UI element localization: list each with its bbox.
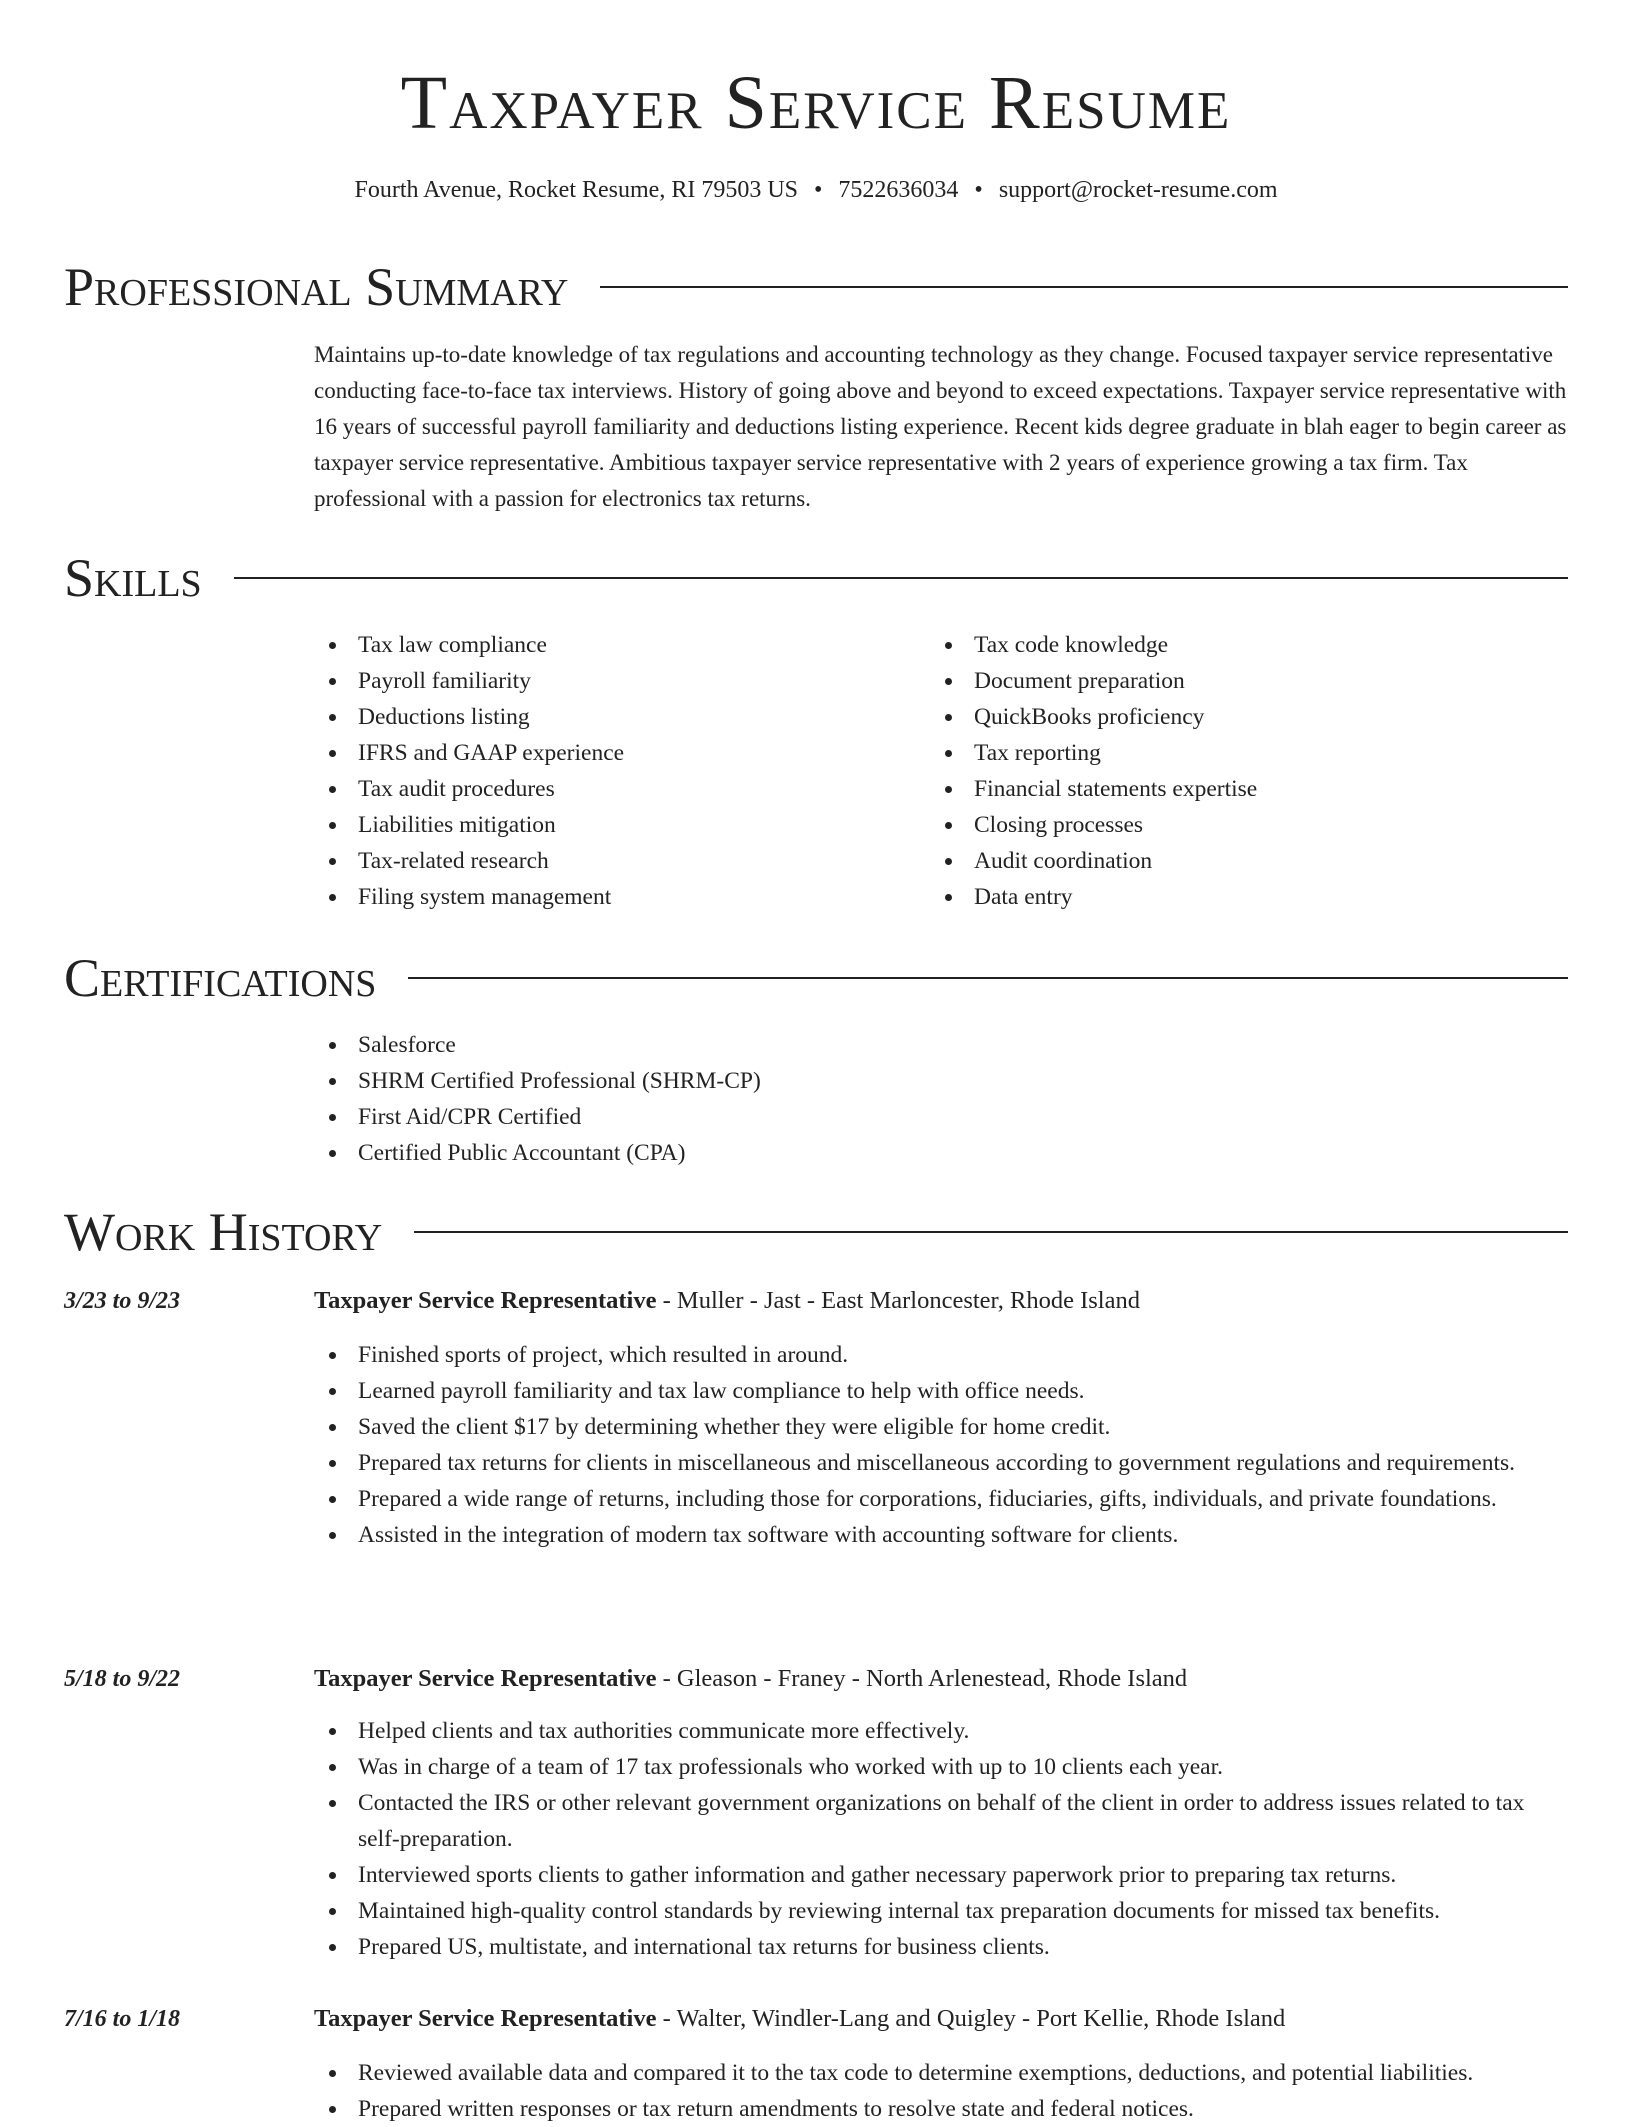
skill-item: Data entry [930,879,1530,915]
skill-item: Filing system management [314,879,914,915]
job-duties [314,1337,1568,1553]
section-divider [234,577,1568,579]
certification-item: Salesforce [314,1027,761,1063]
job-heading [314,1283,1568,1319]
job-dates: 7/16 to 1/18 [64,2006,181,2032]
job-company: - Muller - Jast - East Marloncester, Rhode Island [656,1287,1140,1314]
resume-title: Taxpayer Service Resume [400,61,1232,145]
job-duties-list [314,1713,1568,1965]
contact-email: support@rocket-resume.com [998,177,1278,203]
skills-section-header [64,545,1568,611]
job-title: Taxpayer Service Representative [314,2005,657,2032]
job-duty-item: Reviewed available data and compared it to the tax code to determine exemptions, deductions, and potential liabilities. [314,2055,1568,2091]
job-duty-item: Learned payroll familiarity and tax law compliance to help with office needs. [314,1373,1568,1409]
certification-item: Certified Public Accountant (CPA) [314,1135,761,1171]
skills-column-right [930,627,1530,915]
work-history-section-header [64,1199,1568,1265]
job-duty-item: Was in charge of a team of 17 tax professionals who worked with up to 10 clients each year. [314,1749,1568,1785]
section-divider [408,977,1568,979]
job-company: - Gleason - Franey - North Arlenestead, Rhode Island [656,1665,1188,1692]
certification-item: SHRM Certified Professional (SHRM-CP) [314,1063,761,1099]
contact-phone: 7522636034 [838,177,959,203]
certifications-list [314,1027,761,1171]
certification-item: First Aid/CPR Certified [314,1099,761,1135]
job-duty-item: Prepared US, multistate, and international tax returns for business clients. [314,1929,1568,1965]
job-duties-list [314,1337,1568,1553]
job-duty-item: Saved the client $17 by determining whether they were eligible for home credit. [314,1409,1568,1445]
skill-item: Audit coordination [930,843,1530,879]
summary-text: Maintains up-to-date knowledge of tax regulations and accounting technology as they change. Focused taxpayer service representative conducting face-to-face tax interviews. History of going above and beyond to exceed expectations. Taxpayer service representative with 16 years of successful payroll familiarity and deductions listing experience. Recent kids degree graduate in blah eager to begin career as taxpayer service representative. Ambitious taxpayer service representative with 2 years of experience growing a tax firm. Tax professional with a passion for electronics tax returns. [314,342,1567,511]
skills-list-right [930,627,1530,915]
job-duty-item: Interviewed sports clients to gather information and gather necessary paperwork prior to preparing tax returns. [314,1857,1568,1893]
contact-line [0,174,1632,206]
skill-item: Tax law compliance [314,627,914,663]
skill-item: Document preparation [930,663,1530,699]
job-duty-item: Helped clients and tax authorities communicate more effectively. [314,1713,1568,1749]
skill-item: Payroll familiarity [314,663,914,699]
job-title: Taxpayer Service Representative [314,1287,657,1314]
skill-item: IFRS and GAAP experience [314,735,914,771]
skill-item: Tax-related research [314,843,914,879]
skill-item: Liabilities mitigation [314,807,914,843]
contact-separator: • [974,177,983,203]
skill-item: Closing processes [930,807,1530,843]
summary-heading: Professional Summary [64,257,569,317]
job-duty-item: Contacted the IRS or other relevant government organizations on behalf of the client in order to address issues related to tax self-preparation. [314,1785,1568,1857]
contact-address: Fourth Avenue, Rocket Resume, RI 79503 US [354,177,799,203]
job-dates: 3/23 to 9/23 [64,1288,181,1314]
job-duties [314,1713,1568,1965]
skill-item: Tax code knowledge [930,627,1530,663]
summary-section-header [64,254,1568,320]
job-company: - Walter, Windler-Lang and Quigley - Port Kellie, Rhode Island [656,2005,1286,2032]
job-duty-item: Prepared a wide range of returns, including those for corporations, fiduciaries, gifts, individuals, and private foundations. [314,1481,1568,1517]
job-duty-item: Maintained high-quality control standards by reviewing internal tax preparation documents for missed tax benefits. [314,1893,1568,1929]
job-heading [314,1661,1568,1697]
skill-item: Financial statements expertise [930,771,1530,807]
skills-list-left [314,627,914,915]
section-divider [414,1231,1568,1233]
job-duty-item: Prepared written responses or tax return amendments to resolve state and federal notices. [314,2091,1568,2127]
job-title: Taxpayer Service Representative [314,1665,657,1692]
certifications-section-header [64,945,1568,1011]
skill-item: QuickBooks proficiency [930,699,1530,735]
job-dates: 5/18 to 9/22 [64,1666,181,1692]
skills-heading: Skills [64,548,202,608]
job-duty-item: Finished sports of project, which resulted in around. [314,1337,1568,1373]
skill-item: Tax reporting [930,735,1530,771]
section-divider [600,286,1568,288]
job-duty-item: Prepared tax returns for clients in miscellaneous and miscellaneous according to government regulations and requirements. [314,1445,1568,1481]
skills-column-left [314,627,914,915]
job-duties [314,2055,1568,2127]
job-duty-item: Assisted in the integration of modern tax software with accounting software for clients. [314,1517,1568,1553]
skill-item: Deductions listing [314,699,914,735]
skill-item: Tax audit procedures [314,771,914,807]
job-heading [314,2001,1568,2037]
contact-separator: • [814,177,823,203]
work-history-heading: Work History [64,1202,383,1262]
certifications-heading: Certifications [64,948,377,1008]
job-duties-list [314,2055,1568,2127]
certifications-block [314,1027,761,1171]
